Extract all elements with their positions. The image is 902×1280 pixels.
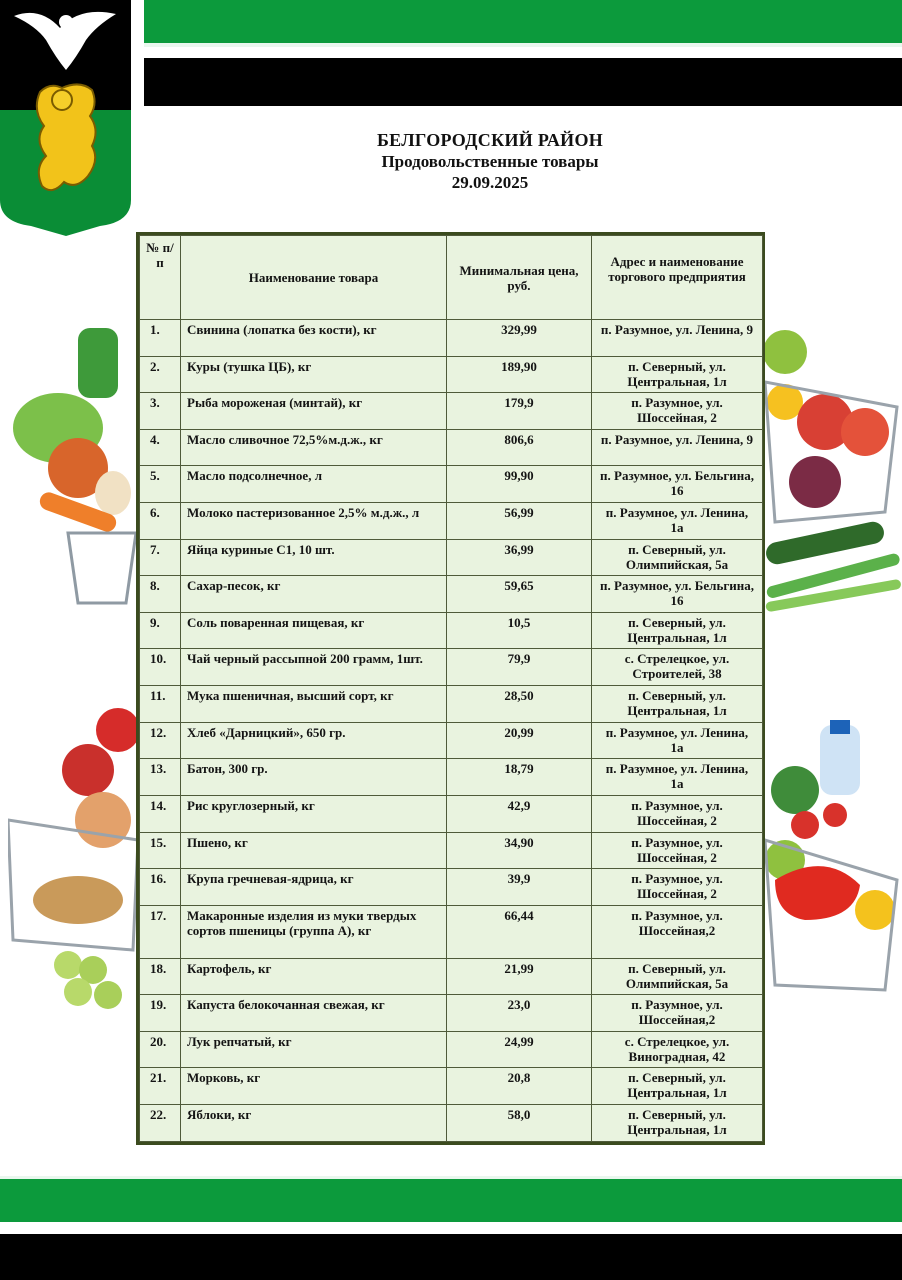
table-row [140,429,763,466]
row-number: 13. [140,759,181,796]
table-row [140,686,763,723]
row-number: 20. [140,1031,181,1068]
row-number: 1. [140,320,181,357]
product-name: Масло подсолнечное, л [181,466,447,503]
row-number: 19. [140,995,181,1032]
product-name: Куры (тушка ЦБ), кг [181,356,447,393]
min-price: 23,0 [447,995,592,1032]
produce-basket-icon [765,720,902,1020]
row-number: 18. [140,958,181,995]
table-row [140,393,763,430]
top-black-band [144,58,902,106]
product-name: Крупа гречневая-ядрица, кг [181,869,447,906]
table-row [140,832,763,869]
product-name: Молоко пастеризованное 2,5% м.д.ж., л [181,503,447,540]
column-header-num: № п/п [140,236,181,320]
product-name: Яйца куриные С1, 10 шт. [181,539,447,576]
store-address: п. Северный, ул. Центральная, 1л [592,1068,763,1105]
row-number: 2. [140,356,181,393]
min-price: 189,90 [447,356,592,393]
bottom-green-band [0,1176,902,1222]
table-row [140,649,763,686]
price-table [139,235,763,1142]
store-address: п. Северный, ул. Центральная, 1л [592,686,763,723]
store-address: п. Разумное, ул. Ленина, 1а [592,722,763,759]
min-price: 79,9 [447,649,592,686]
row-number: 22. [140,1105,181,1142]
store-address: п. Разумное, ул. Шоссейная, 2 [592,393,763,430]
table-row [140,1031,763,1068]
row-number: 14. [140,795,181,832]
store-address: с. Стрелецкое, ул. Виноградная, 42 [592,1031,763,1068]
column-header-name: Наименование товара [181,236,447,320]
min-price: 806,6 [447,429,592,466]
store-address: п. Разумное, ул. Ленина, 1а [592,503,763,540]
product-name: Рыба мороженая (минтай), кг [181,393,447,430]
belgorod-coat-of-arms-icon [0,0,131,236]
table-row [140,1105,763,1142]
category-subtitle: Продовольственные товары [381,152,599,171]
product-name: Сахар-песок, кг [181,576,447,613]
row-number: 5. [140,466,181,503]
store-address: п. Разумное, ул. Ленина, 1а [592,759,763,796]
store-address: п. Разумное, ул. Шоссейная,2 [592,905,763,958]
row-number: 11. [140,686,181,723]
store-address: п. Северный, ул. Центральная, 1л [592,1105,763,1142]
store-address: п. Разумное, ул. Шоссейная, 2 [592,795,763,832]
min-price: 39,9 [447,869,592,906]
store-address: п. Разумное, ул. Бельгина, 16 [592,576,763,613]
table-row [140,869,763,906]
min-price: 42,9 [447,795,592,832]
store-address: п. Северный, ул. Центральная, 1л [592,612,763,649]
table-header-row [140,236,763,320]
product-name: Лук репчатый, кг [181,1031,447,1068]
grocery-basket-icon [8,318,138,618]
row-number: 3. [140,393,181,430]
table-row [140,759,763,796]
min-price: 59,65 [447,576,592,613]
product-name: Свинина (лопатка без кости), кг [181,320,447,357]
product-name: Батон, 300 гр. [181,759,447,796]
row-number: 15. [140,832,181,869]
bottom-black-band [0,1234,902,1280]
min-price: 28,50 [447,686,592,723]
price-table-container [136,232,765,1145]
row-number: 9. [140,612,181,649]
min-price: 20,8 [447,1068,592,1105]
table-row [140,539,763,576]
product-name: Картофель, кг [181,958,447,995]
table-row [140,722,763,759]
row-number: 8. [140,576,181,613]
row-number: 7. [140,539,181,576]
column-header-price: Минимальная цена, руб. [447,236,592,320]
min-price: 66,44 [447,905,592,958]
vegetable-basket-icon [8,700,138,1030]
row-number: 21. [140,1068,181,1105]
table-row [140,905,763,958]
store-address: п. Северный, ул. Центральная, 1л [592,356,763,393]
store-address: п. Разумное, ул. Шоссейная, 2 [592,832,763,869]
row-number: 17. [140,905,181,958]
product-name: Масло сливочное 72,5%м.д.ж., кг [181,429,447,466]
min-price: 329,99 [447,320,592,357]
table-row [140,958,763,995]
product-name: Рис круглозерный, кг [181,795,447,832]
document-date: 29.09.2025 [451,173,529,192]
product-name: Макаронные изделия из муки твердых сортов пшеницы (группа А), кг [181,905,447,958]
region-title: БЕЛГОРОДСКИЙ РАЙОН [376,130,604,150]
table-row [140,612,763,649]
product-name: Соль поваренная пищевая, кг [181,612,447,649]
table-row [140,995,763,1032]
product-name: Морковь, кг [181,1068,447,1105]
min-price: 10,5 [447,612,592,649]
product-name: Яблоки, кг [181,1105,447,1142]
product-name: Хлеб «Дарницкий», 650 гр. [181,722,447,759]
min-price: 24,99 [447,1031,592,1068]
store-address: п. Разумное, ул. Бельгина, 16 [592,466,763,503]
store-address: п. Северный, ул. Олимпийская, 5а [592,958,763,995]
store-address: п. Разумное, ул. Шоссейная, 2 [592,869,763,906]
min-price: 34,90 [447,832,592,869]
table-row [140,466,763,503]
top-green-band [144,0,902,47]
min-price: 179,9 [447,393,592,430]
min-price: 58,0 [447,1105,592,1142]
min-price: 99,90 [447,466,592,503]
table-row [140,320,763,357]
row-number: 12. [140,722,181,759]
min-price: 18,79 [447,759,592,796]
min-price: 36,99 [447,539,592,576]
row-number: 16. [140,869,181,906]
document-header [340,130,640,193]
row-number: 4. [140,429,181,466]
store-address: с. Стрелецкое, ул. Строителей, 38 [592,649,763,686]
store-address: п. Разумное, ул. Шоссейная,2 [592,995,763,1032]
product-name: Чай черный рассыпной 200 грамм, 1шт. [181,649,447,686]
column-header-address: Адрес и наименование торгового предприятия [592,236,763,320]
table-row [140,576,763,613]
store-address: п. Северный, ул. Олимпийская, 5а [592,539,763,576]
table-row [140,356,763,393]
product-name: Пшено, кг [181,832,447,869]
store-address: п. Разумное, ул. Ленина, 9 [592,429,763,466]
table-row [140,503,763,540]
product-name: Мука пшеничная, высший сорт, кг [181,686,447,723]
table-row [140,1068,763,1105]
row-number: 6. [140,503,181,540]
min-price: 20,99 [447,722,592,759]
min-price: 56,99 [447,503,592,540]
product-name: Капуста белокочанная свежая, кг [181,995,447,1032]
row-number: 10. [140,649,181,686]
fruit-basket-icon [765,312,902,632]
table-row [140,795,763,832]
store-address: п. Разумное, ул. Ленина, 9 [592,320,763,357]
min-price: 21,99 [447,958,592,995]
